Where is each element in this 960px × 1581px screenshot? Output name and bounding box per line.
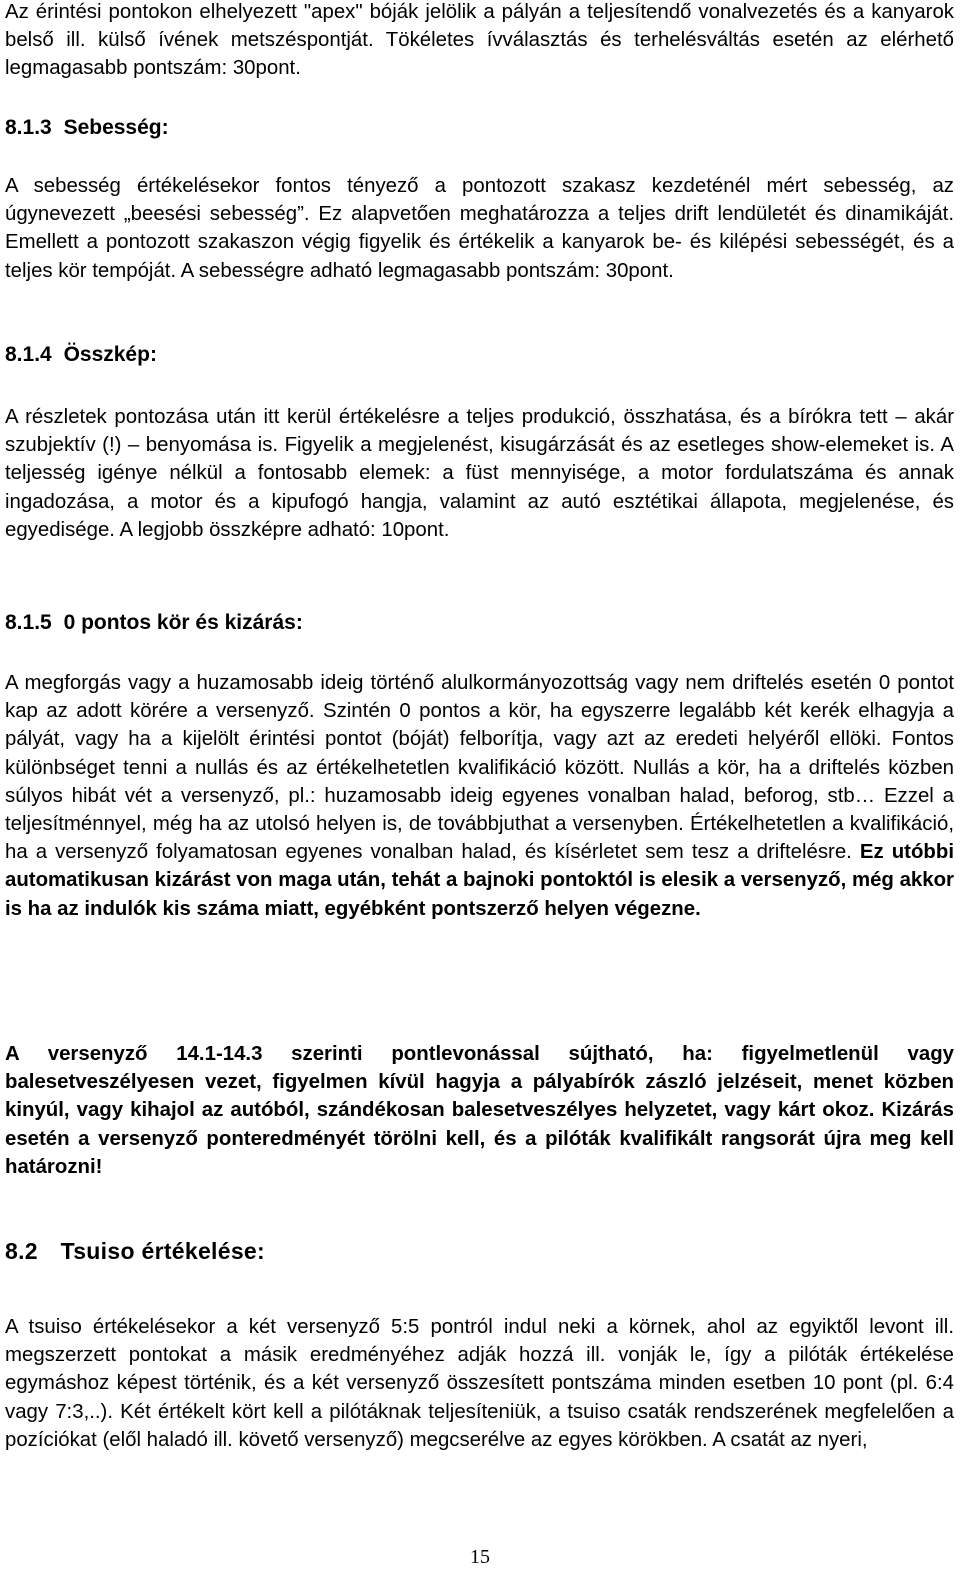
section-8-2-heading — [5, 1236, 265, 1266]
section-number: 8.1.5 — [5, 611, 52, 634]
section-8-1-5-text — [5, 669, 954, 923]
section-8-2-text: A tsuiso értékelésekor a két versenyző 5:5 pontról indul neki a körnek, ahol az egyiktől levont ill. megszerzett pontokat a másik eredményéhez adják hozzá ill. vonják le, így a pilóták értékelése egymáshoz képest történik, és a két versenyző összesített pontszáma minden esetben 10 pont (pl. 6:4 vagy 7:3,..). Két értékelt kört kell a pilótáknak teljesíteniük, a tsuiso csaták rendszerének megfelelően a pozíciókat (elől haladó ill. követő versenyző) megcserélve az egyes körökben. A csatát az nyeri, — [5, 1316, 954, 1451]
section-8-1-5-heading — [5, 609, 303, 637]
section-8-1-4-text: A részletek pontozása után itt kerül értékelésre a teljes produkció, összhatása, és a bírókra tett – akár szubjektív (!) – benyomása is. Figyelik a megjelenést, kisugárzását és az esetleges show-elemeket is. A teljesség igénye nélkül a fontosabb elemek: a füst mennyisége, a motor fordulatszáma és annak ingadozása, a motor és a kipufogó hangja, valamint az autó esztétikai állapota, megjelenése, és egyedisége. A legjobb összképre adható: 10pont. — [5, 406, 954, 541]
section-title: Tsuiso értékelése: — [60, 1238, 265, 1264]
penalty-paragraph: A versenyző 14.1-14.3 szerinti pontlevonással sújtható, ha: figyelmetlenül vagy balesetveszélyesen vezet, figyelmen kívül hagyja a pályabírók zászló jelzéseit, menet közben kinyúl, vagy kihajol az autóból, szándékosan balesetveszélyes helyzetet, vagy kárt okoz. Kizárás esetén a versenyző ponteredményét törölni kell, és a pilóták kvalifikált rangsorát újra meg kell határozni! — [5, 1043, 954, 1178]
section-title: Sebesség: — [63, 116, 169, 139]
section-number: 8.1.4 — [5, 343, 52, 366]
section-8-1-3-heading — [5, 114, 169, 142]
section-8-1-4-heading — [5, 341, 157, 369]
section-title: Összkép: — [63, 343, 157, 366]
section-8-1-5-regular-text: A megforgás vagy a huzamosabb ideig történő alulkormányozottság vagy nem driftelés esetén 0 pontot kap az adott körére a versenyző. Szintén 0 pontos a kör, ha egyszerre legalább két kerék elhagyja a pályát, vagy ha a kijelölt érintési pontot (bóját) felborítja, vagy azt az eredeti helyéről ellöki. Fontos különbséget tenni a nullás és az értékelhetetlen kvalifikáció között. Nullás a kör, ha a driftelés közben súlyos hibát vét a versenyző, pl.: huzamosabb ideig egyenes vonalban halad, beforog, stb… Ezzel a teljesítménnyel, még ha az utolsó helyen is, de továbbjuthat a versenyben. Értékelhetetlen a kvalifikáció, ha a versenyző folyamatosan egyenes vonalban halad, és kísérletet sem tesz a driftelésre. — [5, 672, 954, 864]
intro-paragraph: Az érintési pontokon elhelyezett "apex" bóják jelölik a pályán a teljesítendő vonalvezetés és a kanyarok belső ill. külső ívének metszéspontját. Tökéletes ívválasztás és terhelésváltás esetén az elérhető legmagasabb pontszám: 30pont. — [5, 1, 954, 80]
section-8-1-5-bold-text: Ez utóbbi automatikusan kizárást von maga után, tehát a bajnoki pontoktól is elesik a versenyző, még akkor is ha az indulók kis száma miatt, egyébként pontszerző helyen végezne. — [5, 841, 955, 920]
section-8-1-3-text: A sebesség értékelésekor fontos tényező a pontozott szakasz kezdeténél mért sebesség, az úgynevezett „beesési sebesség”. Ez alapvetően meghatározza a teljes drift lendületét és dinamikáját. Emellett a pontozott szakaszon végig figyelik és értékelik a kanyarok be- és kilépési sebességét, és a teljes kör tempóját. A sebességre adható legmagasabb pontszám: 30pont. — [5, 175, 954, 282]
section-number: 8.2 — [5, 1238, 38, 1264]
section-title: 0 pontos kör és kizárás: — [63, 611, 303, 634]
page-number: 15 — [470, 1546, 490, 1568]
section-number: 8.1.3 — [5, 116, 52, 139]
